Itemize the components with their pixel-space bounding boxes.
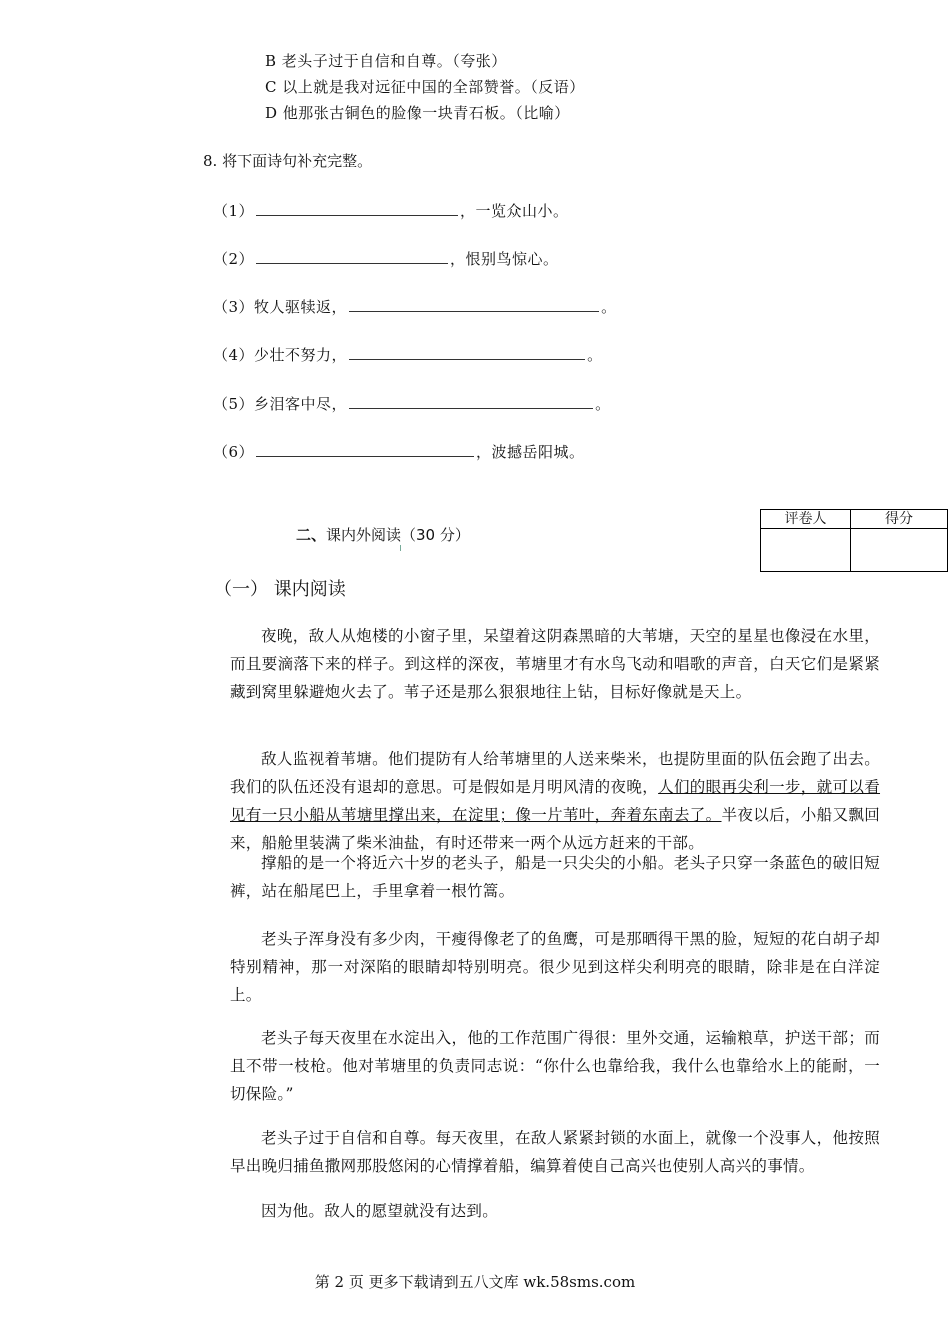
underlined-sentence: 人们的眼再尖利一步，就可以看见有一只小船从苇塘里撑出来，在淀里；像一片苇叶，奔着东南去了。 bbox=[230, 778, 881, 824]
option-c: C 以上就是我对远征中国的全部赞誉。（反语） bbox=[265, 78, 585, 96]
poem-line-num: （1） bbox=[213, 202, 255, 220]
poem-line-num: （4） bbox=[213, 346, 255, 364]
score-header: 得分 bbox=[885, 511, 913, 527]
poem-text: ，一览众山小。 bbox=[460, 202, 569, 220]
passage-paragraph-3: 撑船的是一个将近六十岁的老头子，船是一只尖尖的小船。老头子只穿一条蓝色的破旧短裤，站在船尾巴上，手里拿着一根竹篙。 bbox=[230, 854, 880, 900]
poem-line-5 bbox=[213, 393, 611, 414]
answer-blank[interactable] bbox=[256, 442, 474, 457]
passage-paragraph-7: 因为他。敌人的愿望就没有达到。 bbox=[261, 1202, 499, 1220]
poem-text: 少壮不努力， bbox=[254, 346, 348, 364]
poem-line-num: （2） bbox=[213, 250, 255, 268]
poem-line-1 bbox=[213, 200, 569, 221]
passage-paragraph-4: 老头子浑身没有多少肉，干瘦得像老了的鱼鹰，可是那晒得干黑的脸，短短的花白胡子却特别精神，那一对深陷的眼睛却特别明亮。很少见到这样尖利明亮的眼睛，除非是在白洋淀上。 bbox=[230, 930, 880, 1004]
poem-text: 牧人驱犊返， bbox=[254, 298, 348, 316]
passage-paragraph-1: 夜晚，敌人从炮楼的小窗子里，呆望着这阴森黑暗的大苇塘，天空的星星也像浸在水里，而且要滴落下来的样子。到这样的深夜，苇塘里才有水鸟飞动和唱歌的声音，白天它们是紧紧藏到窝里躲避炮火去了。苇子还是那么狠狠地往上钻，目标好像就是天上。 bbox=[230, 627, 880, 701]
answer-blank[interactable] bbox=[349, 345, 585, 360]
stray-mark bbox=[400, 545, 401, 551]
option-b: B 老头子过于自信和自尊。（夸张） bbox=[265, 52, 507, 70]
passage-paragraph-2: 敌人监视着苇塘。他们提防有人给苇塘里的人送来柴米，也提防里面的队伍会跑了出去。我们的队伍还没有退却的意思。可是假如是月明风清的夜晚，人们的眼再尖利一步，就可以看见有一只小船从苇塘里撑出来，在淀里；像一片苇叶，奔着东南去了。半夜以后，小船又飘回来，船舱里装满了柴米油盐，有时还带来一两个从远方赶来的干部。 bbox=[230, 750, 881, 852]
poem-line-num: （6） bbox=[213, 443, 255, 461]
poem-text: ，波撼岳阳城。 bbox=[476, 443, 585, 461]
question-8-title: 8. 将下面诗句补充完整。 bbox=[203, 152, 373, 170]
poem-line-2 bbox=[213, 248, 559, 269]
section-2-title: 二、课内外阅读（30 分） bbox=[296, 526, 470, 544]
subsection-title: （一） 课内阅读 bbox=[214, 579, 346, 600]
poem-line-3 bbox=[213, 296, 617, 317]
poem-text: 。 bbox=[595, 395, 611, 413]
score-table bbox=[760, 509, 948, 572]
poem-line-6 bbox=[213, 441, 585, 462]
poem-line-4 bbox=[213, 344, 603, 365]
option-d: D 他那张古铜色的脸像一块青石板。（比喻） bbox=[265, 104, 570, 122]
answer-blank[interactable] bbox=[349, 394, 593, 409]
passage-paragraph-6: 老头子过于自信和自尊。每天夜里，在敌人紧紧封锁的水面上，就像一个没事人，他按照早出晚归捕鱼撒网那股悠闲的心情撑着船，编算着使自己高兴也使别人高兴的事情。 bbox=[230, 1129, 880, 1175]
poem-text: 。 bbox=[587, 346, 603, 364]
poem-text: 。 bbox=[601, 298, 617, 316]
page-footer: 第 2 页 更多下载请到五八文库 wk.58sms.com bbox=[314, 1273, 636, 1291]
poem-line-num: （5） bbox=[213, 395, 255, 413]
answer-blank[interactable] bbox=[349, 297, 599, 312]
poem-text: 乡泪客中尽， bbox=[254, 395, 348, 413]
answer-blank[interactable] bbox=[256, 249, 448, 264]
grader-header: 评卷人 bbox=[784, 511, 827, 527]
poem-line-num: （3） bbox=[213, 298, 255, 316]
answer-blank[interactable] bbox=[256, 201, 458, 216]
passage-paragraph-5: 老头子每天夜里在水淀出入，他的工作范围广得很：里外交通，运输粮草，护送干部；而且不带一枝枪。他对苇塘里的负责同志说：“你什么也靠给我，我什么也靠给水上的能耐，一切保险。” bbox=[230, 1029, 880, 1103]
poem-text: ，恨别鸟惊心。 bbox=[450, 250, 559, 268]
